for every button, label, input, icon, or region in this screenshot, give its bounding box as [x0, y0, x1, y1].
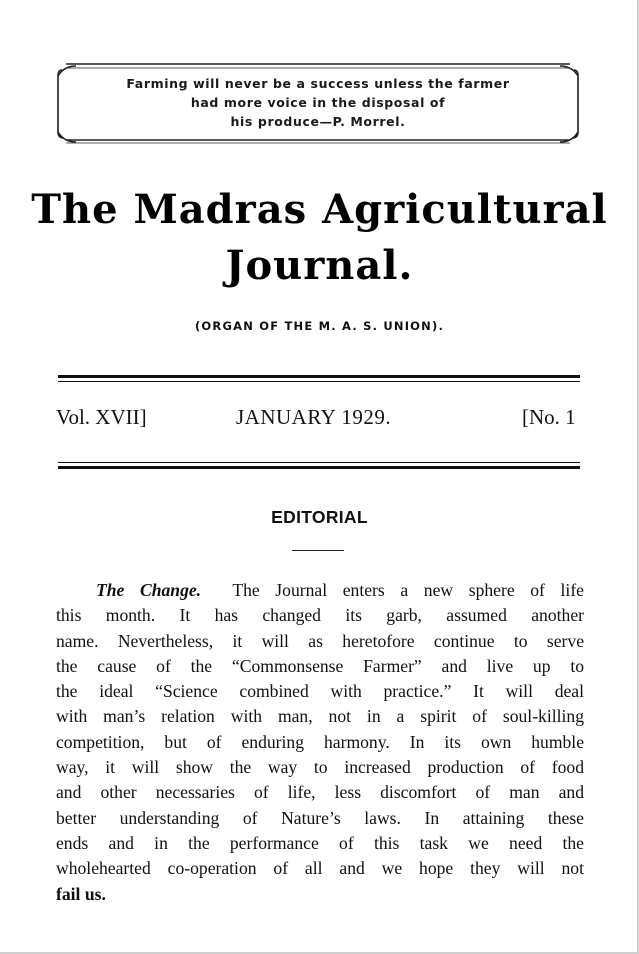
editorial-heading: EDITORIAL [271, 507, 368, 527]
motto-line: Farming will never be a success unless the farmer [126, 76, 510, 91]
volume-label: Vol. XVII] [56, 405, 147, 429]
editorial-line: the cause of the “Commonsense Farmer” and live up to [56, 655, 584, 676]
motto-line: his produce—P. Morrel. [230, 114, 406, 129]
editorial-line: name. Nevertheless, it will as heretofore continue to serve [56, 630, 584, 651]
editorial-line: competition, but of enduring harmony. In its own humble [56, 731, 584, 752]
issue-number: [No. 1 [522, 405, 576, 429]
editorial-line: the ideal “Science combined with practice.” It will deal [56, 681, 584, 702]
double-rule-top [58, 375, 580, 378]
motto-box [56, 62, 580, 144]
issue-date: JANUARY 1929. [236, 405, 392, 429]
editorial-line: this month. It has changed its garb, assumed another [56, 605, 584, 626]
editorial-line: way, it will show the way to increased production of food [56, 757, 584, 778]
editorial-line: and other necessaries of life, less discomfort of man and [56, 782, 584, 803]
motto-quote [56, 74, 580, 131]
heading-divider [292, 550, 344, 551]
editorial-line: with man’s relation with man, not in a spirit of soul-killing [56, 706, 584, 727]
double-rule-bottom-thin [58, 462, 580, 463]
run-in-heading: The Change. [96, 580, 202, 600]
double-rule-bottom [58, 466, 580, 469]
editorial-line: wholehearted co-operation of all and we hope they will not [56, 858, 584, 879]
editorial-line-text: The Journal enters a new sphere of life [232, 580, 584, 600]
editorial-line: ends and in the performance of this task we need the [56, 832, 584, 853]
double-rule-top-thin [58, 381, 580, 382]
journal-title-line-2: Journal. [225, 242, 414, 289]
editorial-line [56, 578, 584, 603]
editorial-line: better understanding of Nature’s laws. In attaining these [56, 807, 584, 828]
journal-subtitle: (ORGAN OF THE M. A. S. UNION). [194, 319, 445, 333]
journal-title-line-1: The Madras Agricultural [31, 186, 608, 233]
editorial-line: fail us. [56, 883, 106, 904]
motto-line: had more voice in the disposal of [190, 95, 446, 110]
editorial-body [56, 578, 584, 907]
